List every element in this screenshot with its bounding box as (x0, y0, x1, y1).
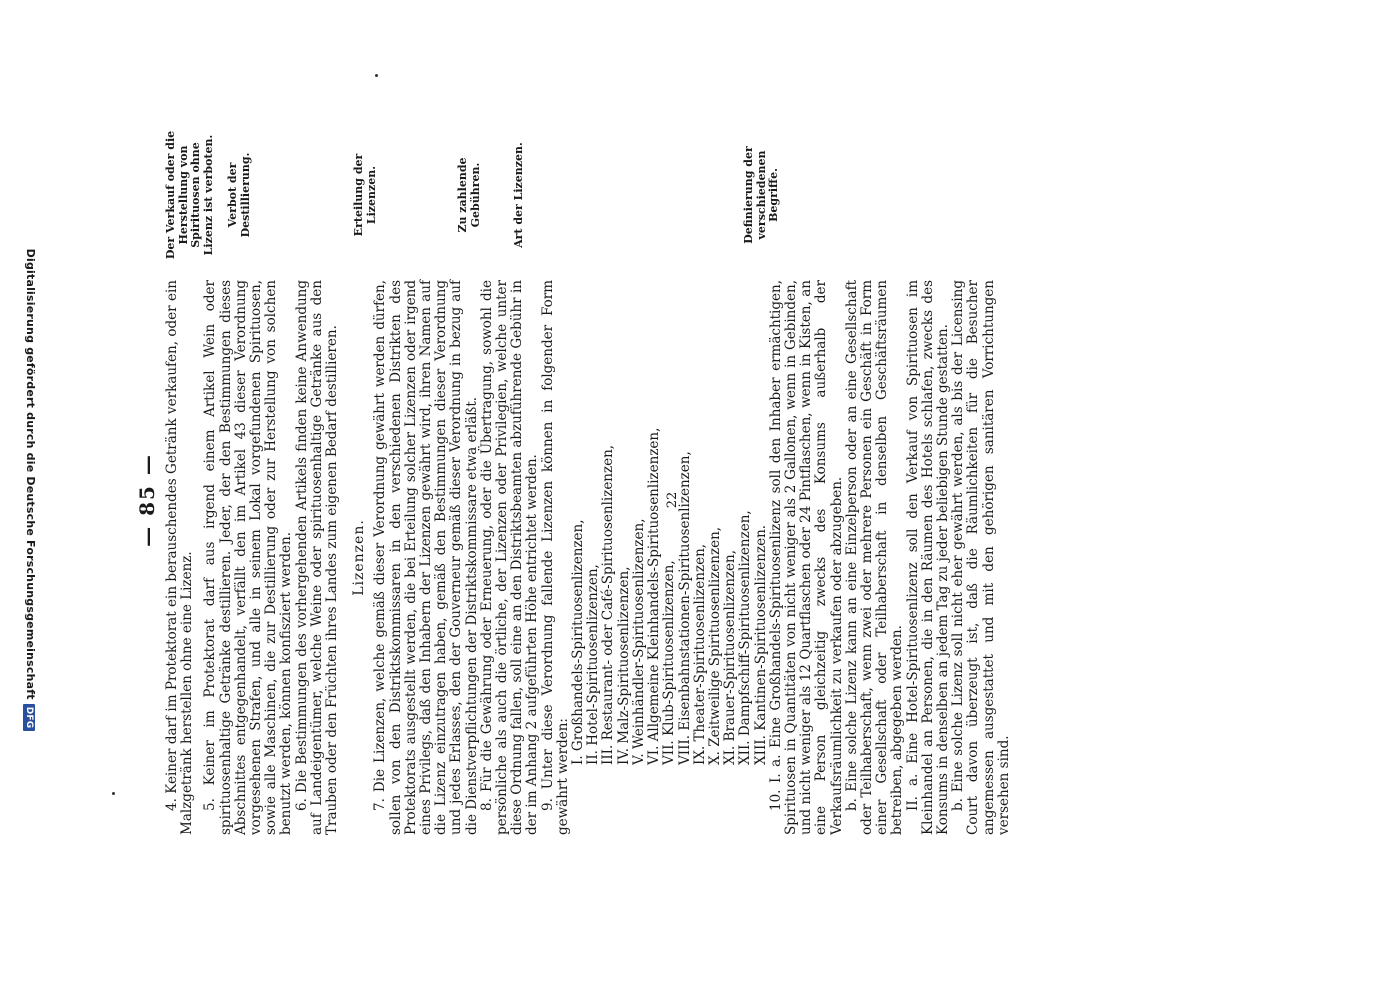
margin-note-unlicensed-sale: Der Verkauf oder die Herstellung von Spirituosen ohne Lizenz ist verboten. (164, 130, 215, 260)
margin-note-definitions: Definierung der verschiedenen Begriffe. (742, 146, 780, 244)
paragraph-10a: 10. I. a. Eine Großhandels-Spirituosenlizenz soll den Inhaber ermächtigen, Spirituosen in Quantitäten von nicht weniger als 2 Gallonen, wenn in Gebinden, und nicht weniger als 12 Quartflaschen oder 24 Pintflaschen, wenn in Kisten, an eine Person gleichzeitig zwecks des Konsums außerhalb der Verkaufsräumlichkeit zu verkaufen oder abzugeben. (767, 280, 845, 835)
list-item: VIII. Eisenbahnstationen-Spirituosenlizenzen, (676, 451, 693, 765)
paragraph-7: 7. Die Lizenzen, welche gemäß dieser Verordnung gewährt werden dürfen, sollen von den Distriktskommissaren in den verschiedenen Distrikten des Protektorats ausgestellt werden, die bei Erteilung solcher Lizenzen oder irgend eines Privilegs, daß den Inhabern der Lizenzen gewährt wird, ihren Namen auf die Lizenz einzutragen haben, gemäß den Bestimmungen dieser Verordnung und jedes Erlasses, den der Gouverneur gemäß dieser Verordnung in bezug auf die Dienstverpflichtungen der Distriktskommissare etwa erläßt. (372, 280, 480, 835)
list-item: XII. Dampfschiff-Spirituosenlizenzen, (737, 510, 754, 765)
list-item: IV. Malz-Spirituosenlizenzen, (615, 566, 632, 765)
paragraph-8: 8. Für die Gewährung oder Erneuerung, oder die Übertragung, sowohl die persönliche als auch die örtliche, der Lizenzen oder Privilegien, welche unter diese Ordnung fallen, soll eine an den Distriktsbeamten abzuführende Gebühr in der im Anhang 2 aufgeführten Höhe entrichtet werden. (478, 280, 541, 835)
main-text (165, 280, 1012, 835)
list-item: VII. Klub-Spirituosenlizenzen, (661, 560, 678, 765)
scan-speck (375, 74, 378, 77)
paragraph-4: 4. Keiner darf im Protektorat ein berauschendes Getränk verkaufen, oder ein Malzgetränk herstellen ohne eine Lizenz. (164, 280, 196, 835)
paragraph-10b: b. Eine solche Lizenz kann an eine Einzelperson oder an eine Gesellschaft oder Teilhaberschaft, wenn zwei oder mehrere Personen ein Geschäft in Form einer Gesellschaft oder Teilhaberschaft in denselben Geschäftsräumen betreiben, abgegeben werden. (843, 280, 906, 835)
scan-speck (112, 792, 115, 795)
paragraph-6: 6. Die Bestimmungen des vorhergehenden Artikels finden keine Anwendung auf Landeigentümer, welche Weine oder spirituosenhaltige Getränke aus den Trauben oder den Früchten ihres Landes zum eigenen Bedarf destillieren. (293, 280, 341, 835)
footer-credit-text: Digitalisierung gefördert durch die Deutsche Forschungsgemeinschaft (24, 248, 37, 700)
dfg-logo-icon: DFG (23, 704, 35, 732)
footer-credit (23, 0, 37, 990)
list-item: II. Hotel-Spirituosenlizenzen, (585, 564, 602, 765)
list-item: III. Restaurant- oder Café-Spirituosenlizenzen, (600, 444, 617, 765)
list-item: VI. Allgemeine Kleinhandels-Spirituosenlizenzen, (646, 427, 663, 765)
margin-note-license-issue: Erteilung der Lizenzen. (352, 153, 378, 237)
page-number: — 85 — (135, 453, 159, 547)
margin-note-fees: Zu zahlende Gebühren. (456, 157, 482, 233)
list-item: I. Großhandels-Spirituosenlizenzen, (570, 519, 587, 765)
list-item: XI. Brauer-Spirituosenlizenzen, (722, 549, 739, 765)
list-item: IX. Theater-Spirituosenlizenzen, (691, 543, 708, 765)
paragraph-5: 5. Keiner im Protektorat darf aus irgend einem Artikel Wein oder spirituosenhaltige Getränke destillieren. Jeder, der den Bestimmungen dieses Abschnittes entgegenhandelt, verfällt den im Artikel 43 dieser Verordnung vorgesehenen Strafen, und alle in seinem Lokal vorgefundenen Spirituosen, sowie alle Maschinen, die zur Destillierung oder zur Herstellung von solchen benutzt werden, können konfisziert werden. (202, 280, 295, 835)
sheet-number: 22 (665, 491, 680, 509)
paragraph-11b: b. Eine solche Lizenz soll nicht eher gewährt werden, als bis der Licensing Court davon überzeugt ist, daß die Räumlichkeiten für die Besucher angemessen ausgestattet und mit den gehörigen sanitären Vorrichtungen versehen sind. (950, 280, 1012, 835)
paragraph-11a: II. a. Eine Hotel-Spirituosenlizenz soll den Verkauf von Spirituosen im Kleinhandel an Personen, die in den Räumen des Hotels schlafen, zwecks des Konsums in denselben an jedem Tag zu jeder beliebigen Stunde gestatten. (904, 280, 951, 835)
list-item: X. Zeitweilige Spirituosenlizenzen, (706, 526, 723, 765)
margin-note-distillation: Verbot der Destillierung. (226, 152, 252, 238)
section-heading-lizenzen: Lizenzen. (351, 519, 368, 596)
paragraph-9: 9. Unter diese Verordnung fallende Lizenzen können in folgender Form gewährt werden: (539, 280, 571, 835)
list-item: XIII. Kantinen-Spirituosenlizenzen. (752, 524, 769, 765)
list-item: V. Weinhändler-Spirituosenlizenzen, (630, 518, 647, 765)
margin-note-license-types: Art der Lizenzen. (512, 142, 525, 248)
